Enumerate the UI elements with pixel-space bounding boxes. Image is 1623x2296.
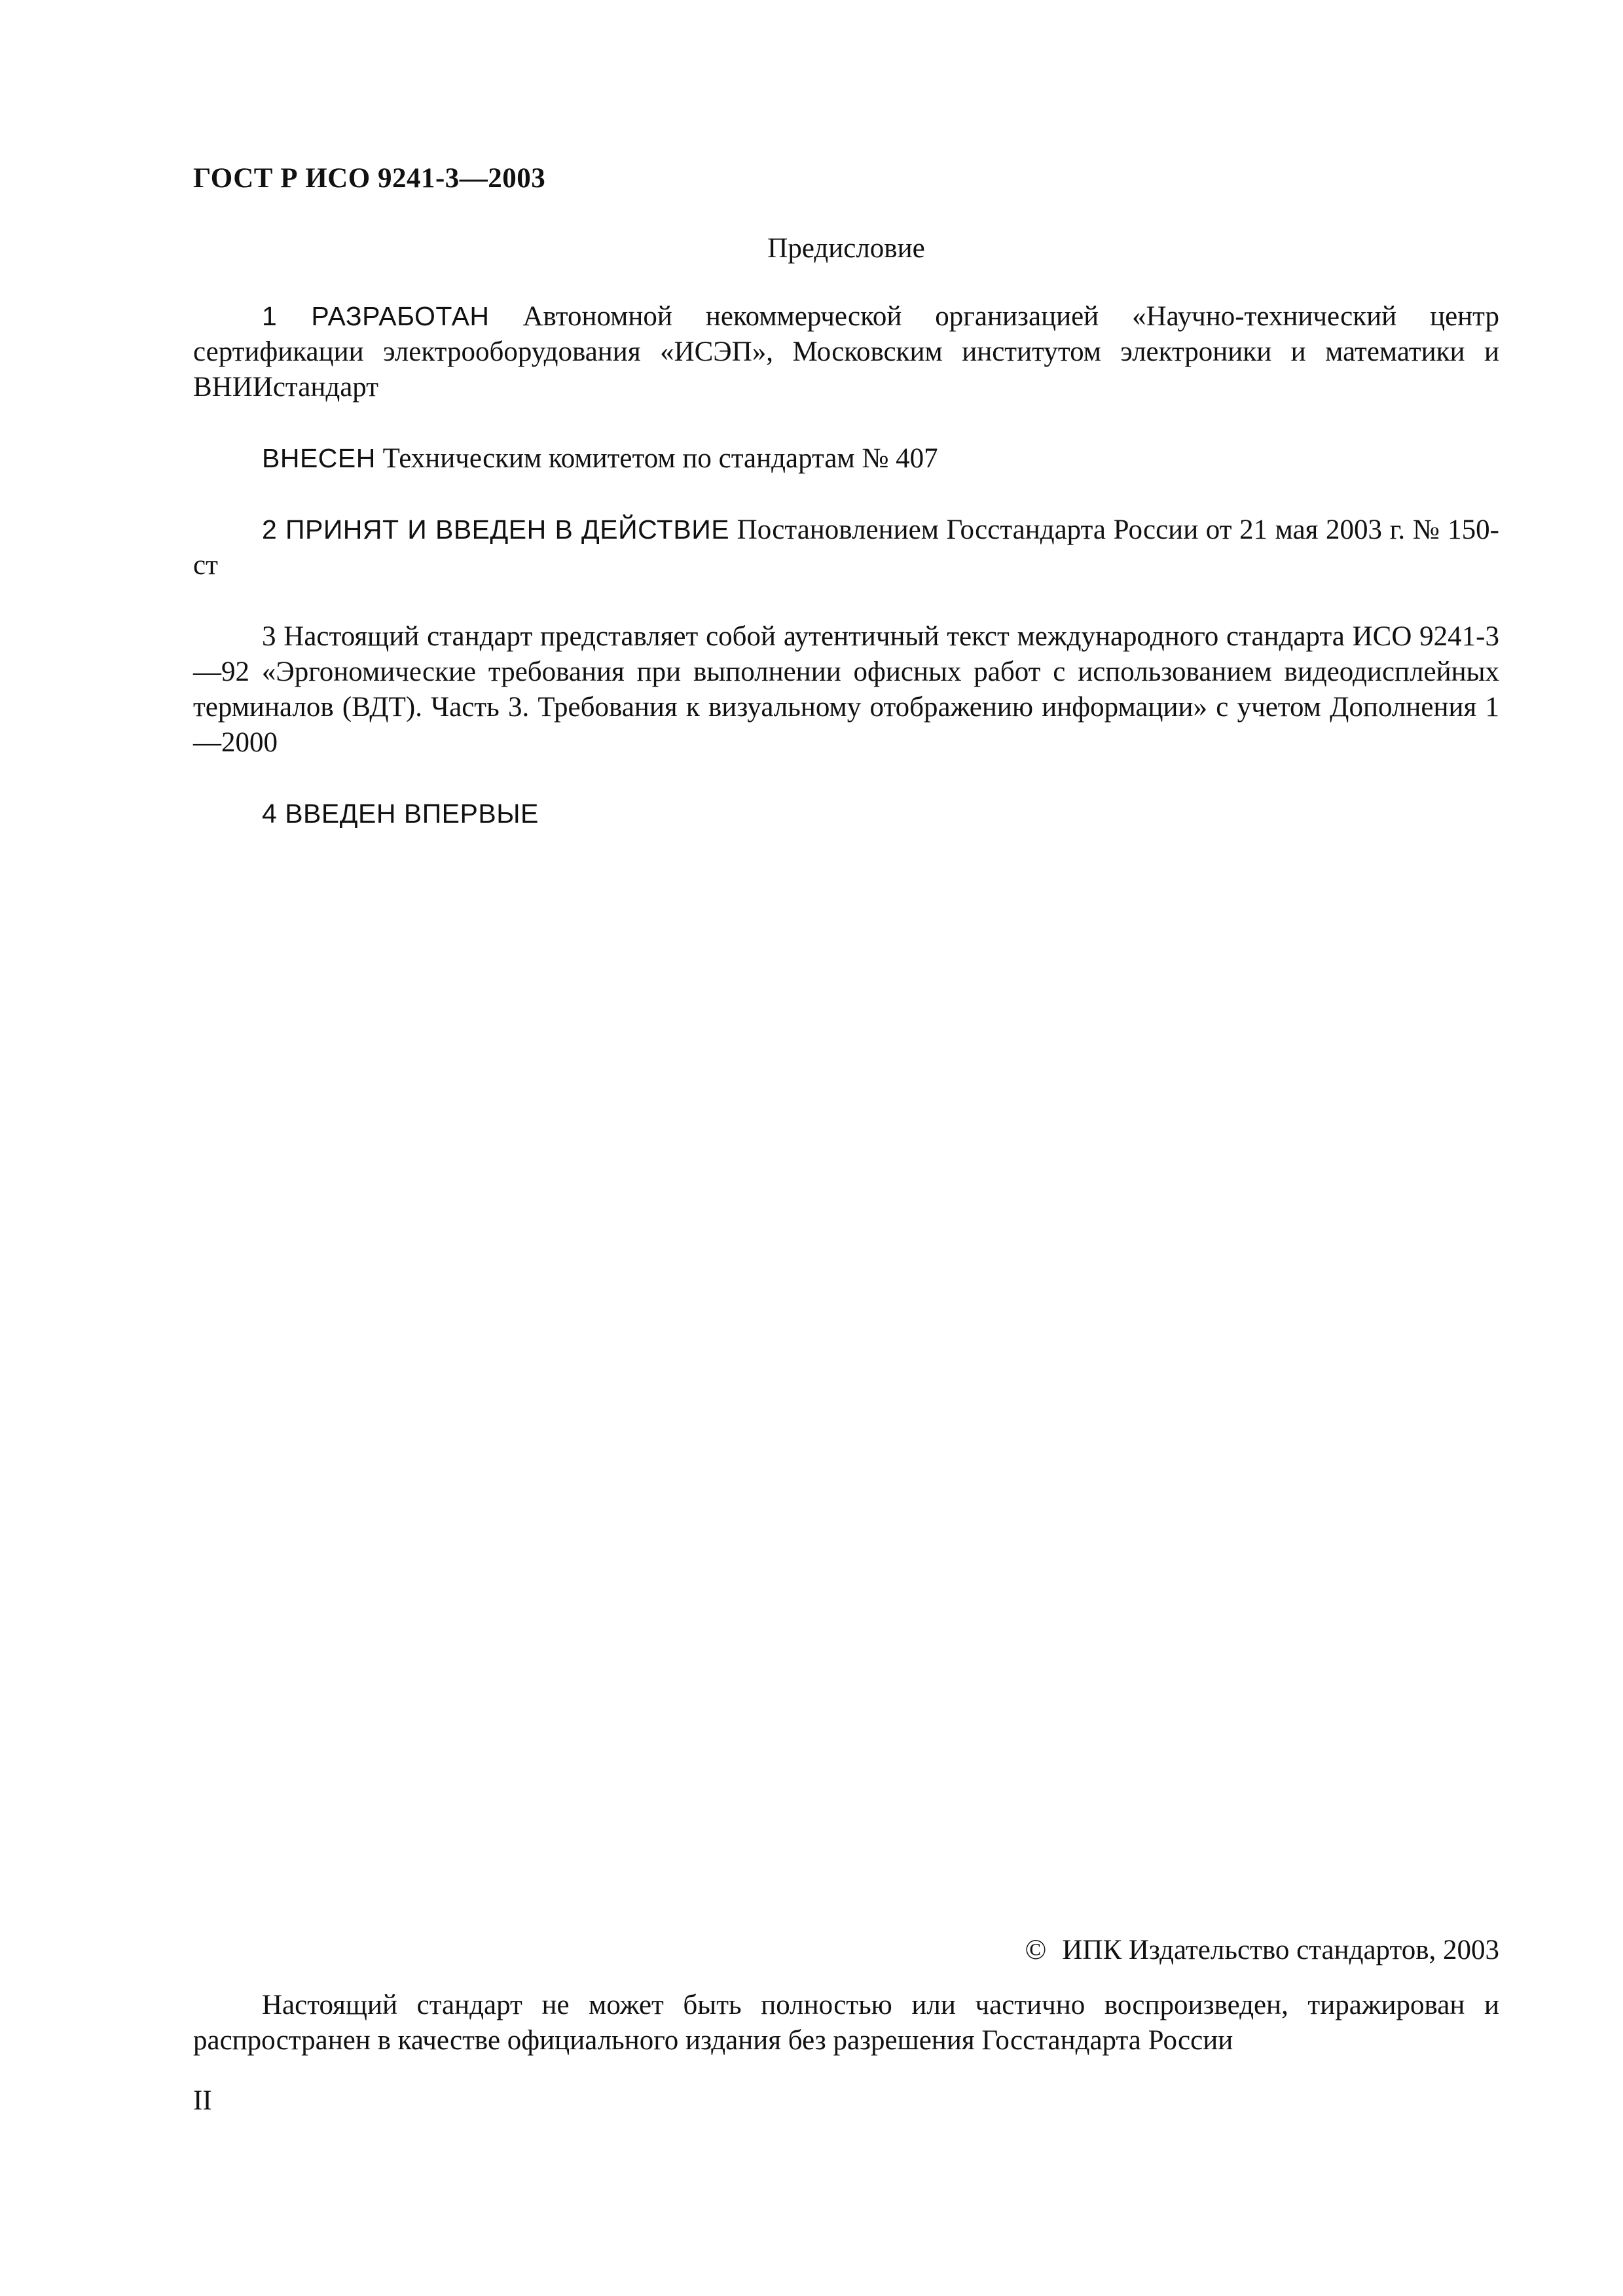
paragraph-text: 3 Настоящий стандарт представляет собой аутентичный текст международного стандарта ИСО 9241-3—92 «Эргономические требования при выполнении офисных работ с использованием видеодисплейных терминалов (ВДТ). Часть 3. Требования к визуальному отображению информации» с учетом Дополнения 1—2000: [193, 621, 1499, 758]
foreword-paragraphs: [193, 298, 1499, 867]
section-title: Предисловие: [767, 233, 925, 264]
paragraph-authentic-text: [193, 619, 1499, 761]
reproduction-notice: Настоящий стандарт не может быть полностью или частично воспроизведен, тиражирован и распространен в качестве официального издания без разрешения Госстандарта России: [193, 1990, 1499, 2056]
document-code: ГОСТ Р ИСО 9241-3—2003: [193, 163, 546, 194]
copyright-line: [1025, 1934, 1499, 1966]
paragraph-lead: 4 ВВЕДЕН ВПЕРВЫЕ: [262, 798, 539, 829]
paragraph-text: Постановлением Госстандарта России от 21 мая 2003 г. № 150-ст: [193, 514, 1499, 581]
paragraph-text: Техническим комитетом по стандартам № 407: [375, 443, 938, 474]
paragraph-submitted: [193, 440, 1499, 476]
copyright-text: ИПК Издательство стандартов, 2003: [1062, 1935, 1499, 1965]
paragraph-lead: ВНЕСЕН: [262, 443, 376, 473]
paragraph-text: Автономной некоммерческой организацией «Научно-технический центр сертификации электрооборудования «ИСЭП», Московским институтом электроники и математики и ВНИИстандарт: [193, 301, 1499, 403]
paragraph-first-introduced: [193, 796, 1499, 832]
copyright-icon: ©: [1025, 1935, 1047, 1965]
paragraph-lead: 2 ПРИНЯТ И ВВЕДЕН В ДЕЙСТВИЕ: [262, 514, 730, 545]
paragraph-developed: [193, 298, 1499, 405]
document-page: [193, 0, 1499, 2296]
paragraph-lead: 1 РАЗРАБОТАН: [262, 301, 490, 331]
paragraph-adopted: [193, 512, 1499, 583]
page-number: II: [193, 2085, 212, 2116]
